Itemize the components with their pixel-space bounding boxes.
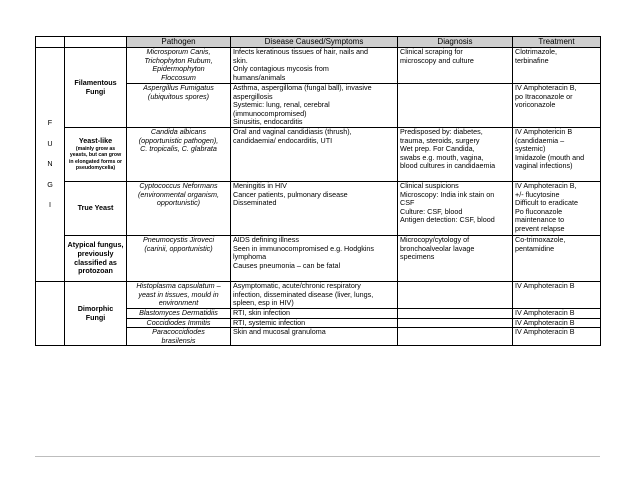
side-letter: G [47, 179, 53, 189]
cell-line: pentamidine [515, 243, 555, 253]
cell-line: C. tropicalis, C. glabrata [140, 144, 217, 154]
fungi-table [35, 36, 601, 346]
pathogen-cell [127, 128, 231, 182]
cell-line: Clinical suspicions [400, 181, 459, 190]
diagnosis-cell [398, 309, 513, 319]
pathogen-cell [127, 182, 231, 236]
pathogen-cell [127, 84, 231, 128]
diagnosis-cell [398, 84, 513, 128]
cell-line: swabs e.g. mouth, vagina, [400, 152, 484, 162]
diagnosis-cell [398, 182, 513, 236]
cell-line: lymphoma [233, 252, 267, 262]
header-blank-cell [36, 37, 65, 48]
cell-line: brasilensis [161, 335, 196, 345]
cell-line: candidaemia/ endocarditis, UTI [233, 135, 333, 145]
cell-line: Predisposed by: diabetes, [400, 127, 483, 136]
cell-line: specimens [400, 252, 435, 262]
pathogen-cell [127, 282, 231, 309]
cell-line: IV Amphoteracin B [515, 281, 575, 290]
treatment-cell [513, 182, 601, 236]
pathogen-cell [127, 236, 231, 282]
treatment-cell [513, 236, 601, 282]
cell-line: Only contagious mycosis from [233, 64, 329, 74]
cell-line: Clinical scraping for [400, 47, 463, 56]
diagnosis-cell [398, 236, 513, 282]
cell-line: (carinii, opportunistic) [144, 243, 213, 253]
cell-line: Pneumocystis Jiroveci [142, 235, 215, 244]
cell-line: (immunocompromised) [233, 108, 307, 118]
cell-line: Antigen detection: CSF, blood [400, 215, 495, 225]
cell-line: Wet prep. For Candida, [400, 144, 475, 154]
cell-line: Microscopy: India ink stain on [400, 189, 495, 199]
cell-line: yeast in tissues, mould in [138, 289, 219, 299]
cell-line: microscopy and culture [400, 55, 474, 65]
group-yeast-like-note: (mainly grow as yeasts, but can grow in elongated forms or pseudomycelia) [68, 145, 123, 172]
table-row [36, 236, 601, 282]
cell-line: Po fluconazole [515, 206, 563, 216]
cell-line: skin. [233, 55, 248, 65]
table-row [36, 128, 601, 182]
cell-line: Culture: CSF, blood [400, 206, 463, 216]
cell-line: IV Amphoteracin B [515, 327, 575, 337]
cell-line: blood cultures in candidaemia [400, 161, 496, 171]
side-letter: N [47, 159, 53, 169]
group-yeast-like [65, 128, 127, 182]
cell-line: po Itraconazole or [515, 91, 573, 101]
cell-line: IV Amphoteracin B, [515, 181, 577, 190]
cell-line: prevent relapse [515, 223, 565, 233]
treatment-cell [513, 282, 601, 309]
group-atypical: Atypical fungus, previously classified as protozoan [65, 236, 127, 282]
cell-line: Co-trimoxazole, [515, 235, 566, 244]
cell-line: (opportunistic pathogen), [138, 135, 219, 145]
diagnosis-cell [398, 328, 513, 346]
side-blank-cell [36, 282, 65, 346]
cell-line: trauma, steroids, surgery [400, 135, 480, 145]
cell-line: environment [158, 298, 199, 308]
disease-cell [231, 328, 398, 346]
cell-line: Paracoccidiodes [152, 327, 205, 337]
pathogen-cell [127, 48, 231, 84]
disease-cell [231, 182, 398, 236]
header-pathogen: Pathogen [127, 37, 231, 48]
table-row [36, 48, 601, 84]
group-filamentous: Filamentous Fungi [65, 48, 127, 128]
cell-line: voriconazole [515, 100, 556, 110]
cell-line: Floccosum [161, 72, 196, 82]
cell-line: vaginal infections) [515, 161, 573, 171]
treatment-cell [513, 84, 601, 128]
header-row [36, 37, 601, 48]
table-row [36, 182, 601, 236]
cell-line: Meningitis in HIV [233, 181, 287, 190]
cell-line: Difficult to eradicate [515, 198, 578, 208]
cell-line: Microsporum Canis, [146, 47, 211, 56]
cell-line: (environmental organism, [137, 189, 220, 199]
cell-line: Oral and vaginal candidiasis (thrush), [233, 127, 352, 136]
pathogen-cell [127, 328, 231, 346]
diagnosis-cell [398, 48, 513, 84]
cell-line: infection, disseminated disease (liver, lungs, [233, 289, 374, 299]
treatment-cell [513, 328, 601, 346]
diagnosis-cell [398, 282, 513, 309]
cell-line: CSF [400, 198, 415, 208]
table-row [36, 282, 601, 309]
cell-line: humans/animals [233, 72, 286, 82]
cell-line: (candidaemia – [515, 135, 565, 145]
cell-line: spleen, esp in HIV) [233, 298, 294, 308]
cell-line: Asymptomatic, acute/chronic respiratory [233, 281, 361, 290]
cell-line: Candida albicans [150, 127, 207, 136]
cell-line: Clotrimazole, [515, 47, 557, 56]
treatment-cell [513, 128, 601, 182]
pathogen-cell [127, 309, 231, 319]
cell-line: Infects keratinous tissues of hair, nails and [233, 47, 369, 56]
cell-line: Skin and mucosal granuloma [233, 327, 326, 337]
cell-line: RTI, systemic infection [233, 317, 306, 327]
side-letter: F [47, 118, 53, 128]
cell-line: systemic) [515, 144, 546, 154]
cell-line: RTI, skin infection [233, 308, 290, 317]
cell-line: bronchoalveolar lavage [400, 243, 475, 253]
cell-line: opportunistic) [156, 198, 201, 208]
cell-line: Histoplasma capsulatum – [136, 281, 221, 290]
cell-line: IV Amphoteracin B, [515, 83, 577, 92]
cell-line: Imidazole (mouth and [515, 152, 585, 162]
cell-line: terbinafine [515, 55, 549, 65]
cell-line: Cyptococcus Neformans [139, 181, 218, 190]
cell-line: Aspergillus Fumigatus [143, 83, 214, 92]
cell-line: Disseminated [233, 198, 277, 208]
group-dimorphic: Dimorphic Fungi [65, 282, 127, 346]
fungi-side-label [36, 48, 65, 282]
cell-line: Blastomyces Dermatidiis [139, 308, 218, 317]
disease-cell [231, 236, 398, 282]
cell-line: Trichophyton Rubum, [144, 55, 213, 65]
cell-line: Microcopy/cytology of [400, 235, 470, 244]
cell-line: IV Amphotericin B [515, 127, 573, 136]
cell-line: maintenance to [515, 215, 565, 225]
treatment-cell [513, 309, 601, 319]
disease-cell [231, 309, 398, 319]
side-letter: I [49, 200, 51, 210]
cell-line: Sinusitis, endocarditis [233, 117, 303, 127]
cell-line: AIDS defining illness [233, 235, 299, 244]
disease-cell [231, 282, 398, 309]
disease-cell [231, 48, 398, 84]
cell-line: Coccidiodes Immitis [146, 317, 211, 327]
header-treatment: Treatment [513, 37, 601, 48]
cell-line: IV Amphoteracin B [515, 317, 575, 327]
group-yeast-like-title: Yeast-like [78, 136, 113, 146]
diagnosis-cell [398, 318, 513, 328]
cell-line: aspergillosis [233, 91, 273, 101]
cell-line: +/- flucytosine [515, 189, 560, 199]
cell-line: Seen in immunocompromised e.g. Hodgkins [233, 243, 375, 253]
side-letter: U [47, 138, 53, 148]
cell-line: Causes pneumonia – can be fatal [233, 260, 341, 270]
treatment-cell [513, 48, 601, 84]
diagnosis-cell [398, 128, 513, 182]
header-diagnosis: Diagnosis [398, 37, 513, 48]
footer-divider [35, 456, 600, 457]
cell-line: Cancer patients, pulmonary disease [233, 189, 348, 199]
cell-line: (ubiquitous spores) [147, 91, 210, 101]
disease-cell [231, 128, 398, 182]
cell-line: IV Amphoteracin B [515, 308, 575, 317]
cell-line: Epidermophyton [152, 64, 205, 74]
cell-line: Systemic: lung, renal, cerebral [233, 100, 330, 110]
header-blank-cell [65, 37, 127, 48]
cell-line: Asthma, aspergilloma (fungal ball), invasive [233, 83, 372, 92]
header-disease: Disease Caused/Symptoms [231, 37, 398, 48]
disease-cell [231, 84, 398, 128]
group-true-yeast: True Yeast [65, 182, 127, 236]
